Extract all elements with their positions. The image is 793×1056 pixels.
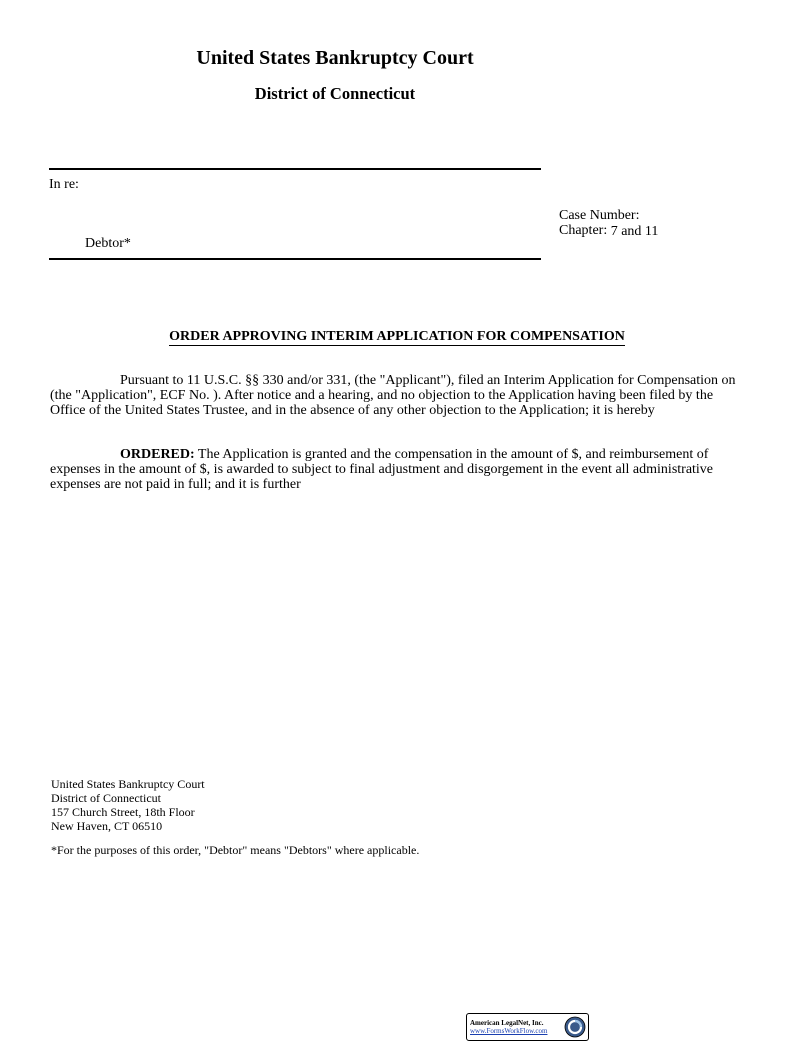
in-re-label: In re: — [49, 177, 79, 192]
address-line-4: New Haven, CT 06510 — [51, 819, 163, 833]
case-info — [559, 208, 658, 238]
order-paragraph-2 — [50, 447, 740, 492]
case-number-label: Case Number: — [559, 208, 640, 223]
order-title-text: ORDER APPROVING INTERIM APPLICATION FOR COMPENSATION — [169, 329, 625, 344]
caption-bottom-rule — [49, 258, 541, 260]
publisher-logo-icon — [564, 1016, 586, 1038]
stamp-company: American LegalNet, Inc. — [470, 1019, 544, 1027]
chapter-line — [559, 223, 658, 238]
ordered-label: ORDERED: — [120, 447, 195, 462]
caption-top-rule — [49, 168, 541, 170]
stamp-url[interactable]: www.FormsWorkFlow.com — [470, 1027, 548, 1035]
address-line-2: District of Connecticut — [51, 791, 161, 805]
court-address — [51, 777, 205, 833]
chapter-label: Chapter: — [559, 223, 608, 238]
paragraph-1-text: Pursuant to 11 U.S.C. §§ 330 and/or 331, (the "Applicant"), filed an Interim Application for Compensation on (the "Application", ECF No. ). After notice and a hearing, and no objection to the Application having been filed by the Office of the United States Trustee, and in the absence of any other objection to the Application; it is hereby — [50, 373, 736, 418]
chapter-value: 7 and 11 — [610, 224, 659, 239]
address-line-1: United States Bankruptcy Court — [51, 777, 205, 791]
district-title: District of Connecticut — [254, 84, 416, 103]
footnote: *For the purposes of this order, "Debtor" means "Debtors" where applicable. — [51, 843, 420, 857]
order-title — [50, 329, 744, 345]
publisher-stamp — [466, 1013, 589, 1041]
debtor-label: Debtor* — [85, 236, 131, 251]
address-line-3: 157 Church Street, 18th Floor — [51, 805, 195, 819]
paragraph-2-text: The Application is granted and the compensation in the amount of $, and reimbursement of expenses in the amount of $, is awarded to subject to final adjustment and disgorgement in the event all administrative expenses are not paid in full; and it is further — [50, 447, 714, 492]
order-paragraph-1 — [50, 373, 740, 418]
court-title: United States Bankruptcy Court — [196, 47, 474, 69]
